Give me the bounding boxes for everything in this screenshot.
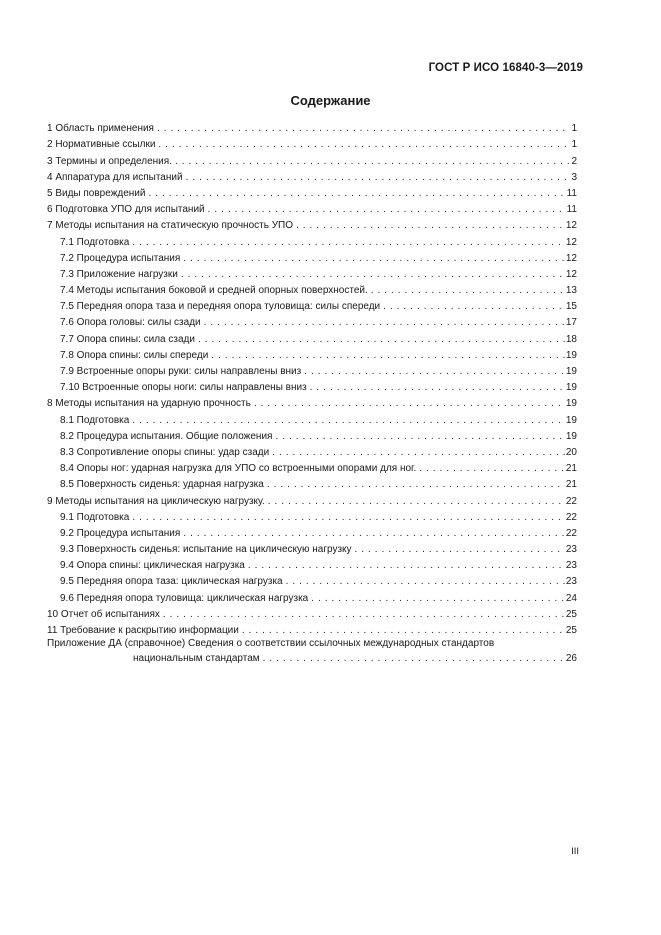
toc-entry-page: 25: [565, 608, 577, 620]
leader-dots: [161, 609, 565, 621]
toc-entry[interactable]: [47, 249, 577, 265]
toc-entry-title: 7.10 Встроенные опоры ноги: силы направлены вниз: [60, 382, 307, 394]
toc-entry[interactable]: [47, 491, 577, 507]
toc-entry[interactable]: [47, 216, 577, 232]
toc-entry-page: 2: [571, 155, 577, 167]
toc-entry-title: 10 Отчет об испытаниях: [47, 608, 160, 620]
toc-entry-page: 21: [565, 463, 577, 475]
toc-entry-title: 7 Методы испытания на статическую прочность УПО: [47, 220, 294, 232]
toc-entry-page: 13: [565, 285, 577, 297]
leader-dots: [130, 237, 565, 249]
toc-entry-page: 21: [565, 479, 577, 491]
toc-entry-title: 2 Нормативные ссылки: [47, 139, 156, 151]
toc-entry[interactable]: [47, 135, 577, 151]
leader-dots: [273, 431, 564, 443]
leader-dots: [381, 301, 565, 313]
toc-entry[interactable]: [47, 427, 577, 443]
leader-dots: [130, 415, 565, 427]
toc-entry-title: 9.2 Процедура испытания: [60, 527, 181, 539]
toc-entry-title: 8.1 Подготовка: [60, 414, 130, 426]
toc-entry-title: 7.1 Подготовка: [60, 236, 130, 248]
leader-dots: [179, 269, 565, 281]
toc-entry-page: 11: [566, 187, 577, 199]
toc-entry-title: 8.4 Опоры ног: ударная нагрузка для УПО со встроенными опорами для ног.: [60, 463, 417, 475]
toc-entry-page: 20: [565, 446, 577, 458]
leader-dots: [308, 382, 565, 394]
toc-entry-page: 12: [565, 268, 577, 280]
toc-entry-page: 23: [565, 576, 577, 588]
toc-entry-title: 7.6 Опора головы: силы сзади: [60, 317, 201, 329]
leader-dots: [196, 334, 565, 346]
leader-dots: [206, 204, 566, 216]
toc-entry-title: 11 Требование к раскрытию информации: [47, 625, 239, 636]
leader-dots: [130, 512, 565, 524]
toc-entry-page: 19: [565, 349, 577, 361]
toc-entry-page: 1: [571, 123, 577, 135]
toc-entry-title: 9 Методы испытания на циклическую нагрузку.: [47, 495, 265, 507]
toc-entry-title: 6 Подготовка УПО для испытаний: [47, 204, 205, 216]
toc-entry-title: 9.5 Передняя опора таза: циклическая нагрузка: [60, 576, 283, 588]
leader-dots: [353, 544, 565, 556]
toc-entry-appendix-line1: Приложение ДА (справочное) Сведения о соответствии ссылочных международных стандартов: [47, 638, 495, 649]
leader-dots: [417, 463, 565, 475]
toc-entry-page: 15: [565, 301, 577, 313]
toc-entry[interactable]: [47, 265, 577, 281]
leader-dots: [202, 317, 565, 329]
toc-entry-title: 5 Виды повреждений: [47, 187, 146, 199]
toc-entry[interactable]: [47, 621, 577, 637]
toc-entry[interactable]: [47, 410, 577, 426]
toc-entry-title: 9.6 Передняя опора туловища: циклическая нагрузка: [60, 592, 309, 604]
toc-entry-page: 19: [565, 398, 577, 410]
toc-entry[interactable]: [47, 524, 577, 540]
toc-entry-page: 25: [565, 625, 577, 636]
toc-entry-page: 22: [565, 495, 577, 507]
document-code: ГОСТ Р ИСО 16840-3—2019: [428, 62, 583, 74]
toc-entry-page: 26: [565, 653, 577, 664]
toc-entry-title: 8.3 Сопротивление опоры спины: удар сзади: [60, 446, 270, 458]
toc-entry[interactable]: [47, 151, 577, 167]
toc-entry-page: 12: [565, 220, 577, 232]
toc-entry[interactable]: [47, 394, 577, 410]
leader-dots: [265, 479, 565, 491]
toc-entry-title: 9.4 Опора спины: циклическая нагрузка: [60, 560, 245, 572]
toc-entry[interactable]: [47, 362, 577, 378]
leader-dots: [155, 123, 570, 135]
toc-entry[interactable]: [47, 508, 577, 524]
leader-dots: [181, 253, 565, 265]
leader-dots: [146, 188, 565, 200]
toc-entry-appendix-line2: национальным стандартам: [133, 653, 260, 664]
toc-entry-page: 3: [571, 171, 577, 183]
toc-entry[interactable]: [47, 329, 577, 345]
toc-title: Содержание: [290, 93, 371, 108]
toc-entry-title: 9.1 Подготовка: [60, 511, 130, 523]
toc-entry-title: 8.2 Процедура испытания. Общие положения: [60, 430, 273, 442]
toc-entry-title: 4 Аппаратура для испытаний: [47, 171, 183, 183]
toc-entry-page: 17: [565, 317, 577, 329]
toc-entry-title: 7.2 Процедура испытания: [60, 252, 181, 264]
toc-entry[interactable]: [47, 556, 577, 572]
toc-entry[interactable]: [47, 346, 577, 362]
toc-entry[interactable]: [47, 281, 577, 297]
toc-entry-title: 7.3 Приложение нагрузки: [60, 268, 178, 280]
toc-entry-title: 8.5 Поверхность сиденья: ударная нагрузка: [60, 479, 264, 491]
leader-dots: [173, 156, 570, 168]
toc-entry[interactable]: [47, 540, 577, 556]
toc-entry-title: 3 Термины и определения.: [47, 155, 172, 167]
toc-entry-title: 7.4 Методы испытания боковой и средней опорных поверхностей.: [60, 285, 368, 297]
toc-entry-page: 23: [565, 544, 577, 556]
toc-entry-page: 12: [565, 252, 577, 264]
toc-entry-title: 7.7 Опора спины: сила сзади: [60, 333, 195, 345]
toc-entry[interactable]: [47, 378, 577, 394]
leader-dots: [270, 447, 565, 459]
toc-entry[interactable]: [47, 475, 577, 491]
leader-dots: [302, 366, 565, 378]
toc-entry-page: 18: [565, 333, 577, 345]
toc-entry[interactable]: [47, 459, 577, 475]
toc-entry-title: 7.8 Опора спины: силы спереди: [60, 349, 209, 361]
toc-entry[interactable]: [47, 184, 577, 200]
toc-entry[interactable]: [47, 168, 577, 184]
toc-entry-page: 19: [565, 366, 577, 377]
toc-entry-page: 22: [565, 527, 577, 539]
leader-dots: [184, 172, 571, 184]
leader-dots: [266, 496, 565, 508]
toc-entry-appendix[interactable]: [47, 637, 577, 665]
leader-dots: [261, 653, 565, 665]
toc-entry-page: 19: [565, 414, 577, 426]
toc-entry-title: 1 Область применения: [47, 123, 154, 135]
toc-entry-title: 8 Методы испытания на ударную прочность: [47, 398, 251, 410]
toc-entry-page: 22: [565, 511, 577, 523]
leader-dots: [209, 350, 565, 362]
toc-entry-page: 23: [565, 560, 577, 572]
toc-entry[interactable]: [47, 572, 577, 588]
leader-dots: [156, 139, 570, 151]
toc-entry[interactable]: [47, 297, 577, 313]
page-number: III: [571, 846, 579, 857]
toc-entry-page: 19: [565, 382, 577, 394]
toc-entry[interactable]: [47, 119, 577, 135]
toc-entry-title: 9.3 Поверхность сиденья: испытание на циклическую нагрузку: [60, 544, 352, 556]
toc-entry-page: 24: [565, 592, 577, 604]
toc-entry[interactable]: [47, 200, 577, 216]
toc-entry[interactable]: [47, 313, 577, 329]
toc-entry[interactable]: [47, 605, 577, 621]
leader-dots: [369, 285, 565, 297]
leader-dots: [284, 576, 565, 588]
leader-dots: [309, 593, 565, 605]
toc-entry-title: 7.5 Передняя опора таза и передняя опора туловища: силы спереди: [60, 301, 381, 313]
table-of-contents: [47, 119, 577, 665]
leader-dots: [240, 625, 565, 637]
leader-dots: [181, 528, 565, 540]
leader-dots: [252, 398, 565, 410]
toc-entry[interactable]: [47, 443, 577, 459]
leader-dots: [294, 220, 565, 232]
toc-entry-page: 11: [566, 204, 577, 216]
toc-entry-title: 7.9 Встроенные опоры руки: силы направлены вниз: [60, 366, 302, 377]
leader-dots: [246, 560, 565, 572]
toc-entry-page: 19: [565, 430, 577, 442]
toc-entry[interactable]: [47, 232, 577, 248]
toc-entry-page: 12: [565, 236, 577, 248]
toc-entry-page: 1: [571, 139, 577, 151]
toc-entry[interactable]: [47, 588, 577, 604]
